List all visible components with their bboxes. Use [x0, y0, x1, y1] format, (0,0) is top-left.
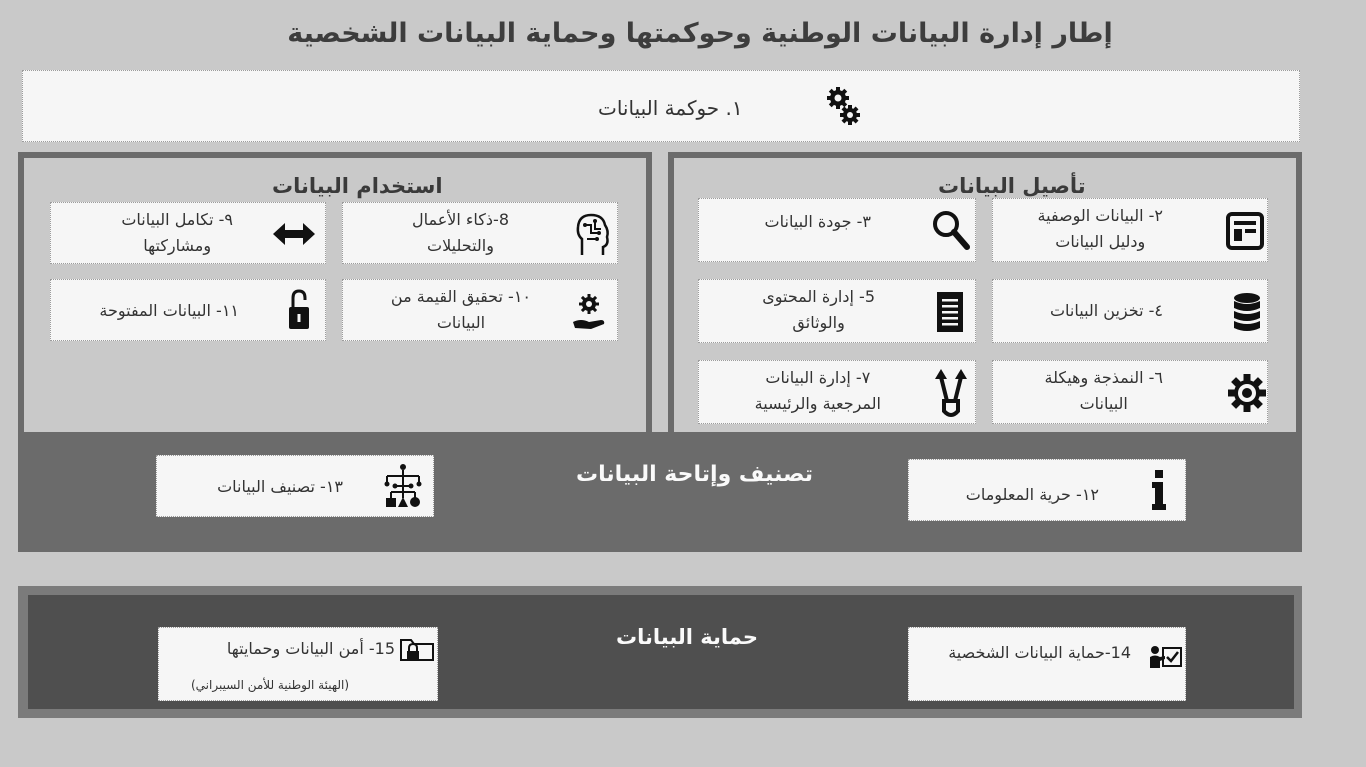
- protection-title: حماية البيانات: [616, 625, 759, 649]
- card-label: ١٣- تصنيف البيانات: [217, 477, 343, 496]
- card-label: ٩- تكامل البيانات ومشاركتها: [121, 210, 233, 255]
- card-data-integration[interactable]: [50, 202, 326, 264]
- card-label: 5- إدارة المحتوى والوثائق: [762, 287, 875, 332]
- card-data-classification[interactable]: [156, 455, 434, 517]
- data-use-title: استخدام البيانات: [272, 174, 443, 198]
- card-reference-master-data[interactable]: [698, 360, 976, 424]
- data-foundation-title: تأصيل البيانات: [938, 174, 1086, 198]
- card-data-security[interactable]: [158, 627, 438, 701]
- card-label: ٧- إدارة البيانات المرجعية والرئيسية: [754, 368, 881, 413]
- ai-head-icon: [573, 211, 611, 259]
- catalog-icon: [1225, 211, 1265, 251]
- card-label: ٣- جودة البيانات: [764, 212, 871, 231]
- magnifier-icon: [931, 209, 971, 253]
- document-icon: [935, 290, 965, 334]
- card-data-modeling[interactable]: [992, 360, 1268, 424]
- card-metadata-catalog[interactable]: [992, 198, 1268, 262]
- gears-icon: [826, 86, 862, 126]
- card-data-value[interactable]: [342, 279, 618, 341]
- card-note: (الهيئة الوطنية للأمن السيبراني): [191, 678, 350, 692]
- unlock-icon: [287, 289, 311, 331]
- card-business-intelligence[interactable]: [342, 202, 618, 264]
- hierarchy-icon: [383, 462, 423, 510]
- value-gear-hand-icon: [571, 292, 607, 332]
- gear-icon: [1227, 373, 1267, 413]
- card-label: 8-ذكاء الأعمال والتحليلات: [411, 210, 509, 255]
- card-freedom-of-information[interactable]: [908, 459, 1186, 521]
- card-open-data[interactable]: [50, 279, 326, 341]
- database-icon: [1231, 290, 1263, 334]
- card-label: ١٠- تحقيق القيمة من البيانات: [390, 287, 531, 332]
- page-title: إطار إدارة البيانات الوطنية وحوكمتها وحماية البيانات الشخصية: [287, 18, 1113, 49]
- card-label: 14-حماية البيانات الشخصية: [948, 643, 1131, 662]
- card-label: ٦- النمذجة وهيكلة البيانات: [1044, 368, 1163, 413]
- card-label: 15- أمن البيانات وحمايتها: [226, 639, 395, 658]
- person-check-icon: [1149, 644, 1183, 670]
- card-data-quality[interactable]: [698, 198, 976, 262]
- classification-title: تصنيف وإتاحة البيانات: [576, 462, 814, 487]
- card-personal-data-protection[interactable]: [908, 627, 1186, 701]
- secure-folder-icon: [399, 636, 435, 662]
- merge-arrows-icon: [933, 367, 969, 419]
- card-content-management[interactable]: [698, 279, 976, 343]
- governance-label: ١. حوكمة البيانات: [598, 96, 743, 120]
- card-data-storage[interactable]: [992, 279, 1268, 343]
- card-label: ٤- تخزين البيانات: [1049, 301, 1163, 320]
- card-label: ٢- البيانات الوصفية ودليل البيانات: [1037, 206, 1163, 251]
- info-icon: [1149, 468, 1169, 512]
- card-label: ١١- البيانات المفتوحة: [99, 301, 239, 320]
- card-label: ١٢- حرية المعلومات: [965, 485, 1099, 504]
- double-arrow-icon: [273, 221, 315, 247]
